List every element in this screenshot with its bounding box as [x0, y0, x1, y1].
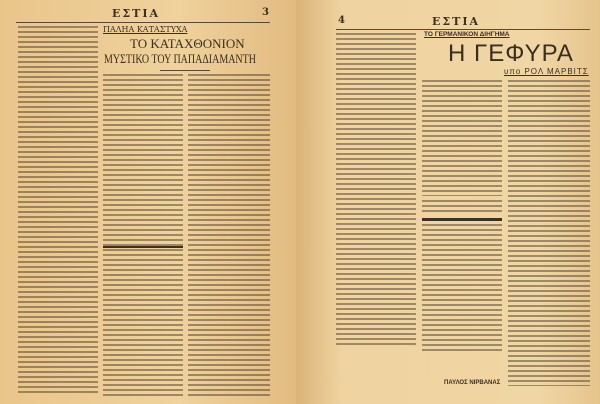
divider	[103, 246, 183, 248]
text-column	[188, 74, 270, 396]
right-page	[296, 0, 600, 404]
masthead: ΕΣΤΙΑ	[432, 15, 481, 28]
header-rule	[336, 29, 590, 30]
text-column	[422, 200, 502, 214]
text-column	[422, 80, 502, 196]
text-column	[336, 33, 416, 345]
section-label: ΠΑΛΗΑ ΚΑΤΑΣΤΥΧΑ	[103, 25, 188, 34]
section-label: ΤΟ ΓΕΡΜΑΝΙΚΟΝ ΔΙΗΓΗΜΑ	[424, 31, 510, 38]
article-title-line2: ΜΥΣΤΙΚΟ ΤΟΥ ΠΑΠΑΔΙΑΜΑΝΤΗ	[104, 52, 256, 66]
title-rule	[160, 70, 210, 71]
text-column	[18, 26, 98, 396]
page-number: 4	[338, 15, 345, 26]
page-number: 3	[262, 7, 269, 18]
text-column	[422, 224, 502, 352]
left-page	[0, 0, 296, 404]
author-signature: ΠΑΥΛΟΣ ΝΙΡΒΑΝΑΣ	[444, 380, 501, 386]
text-column	[508, 80, 590, 386]
article-title: Η ΓΕΦΥΡΑ	[448, 40, 574, 67]
byline: υπο ΡΟΛ ΜΑΡΒΙΤΣ	[504, 67, 589, 76]
divider	[422, 218, 502, 221]
text-column	[103, 74, 183, 396]
header-rule	[16, 22, 270, 23]
masthead: ΕΣΤΙΑ	[112, 7, 161, 20]
article-title-line1: ΤΟ ΚΑΤΑΧΘΟΝΙΟΝ	[130, 36, 245, 51]
